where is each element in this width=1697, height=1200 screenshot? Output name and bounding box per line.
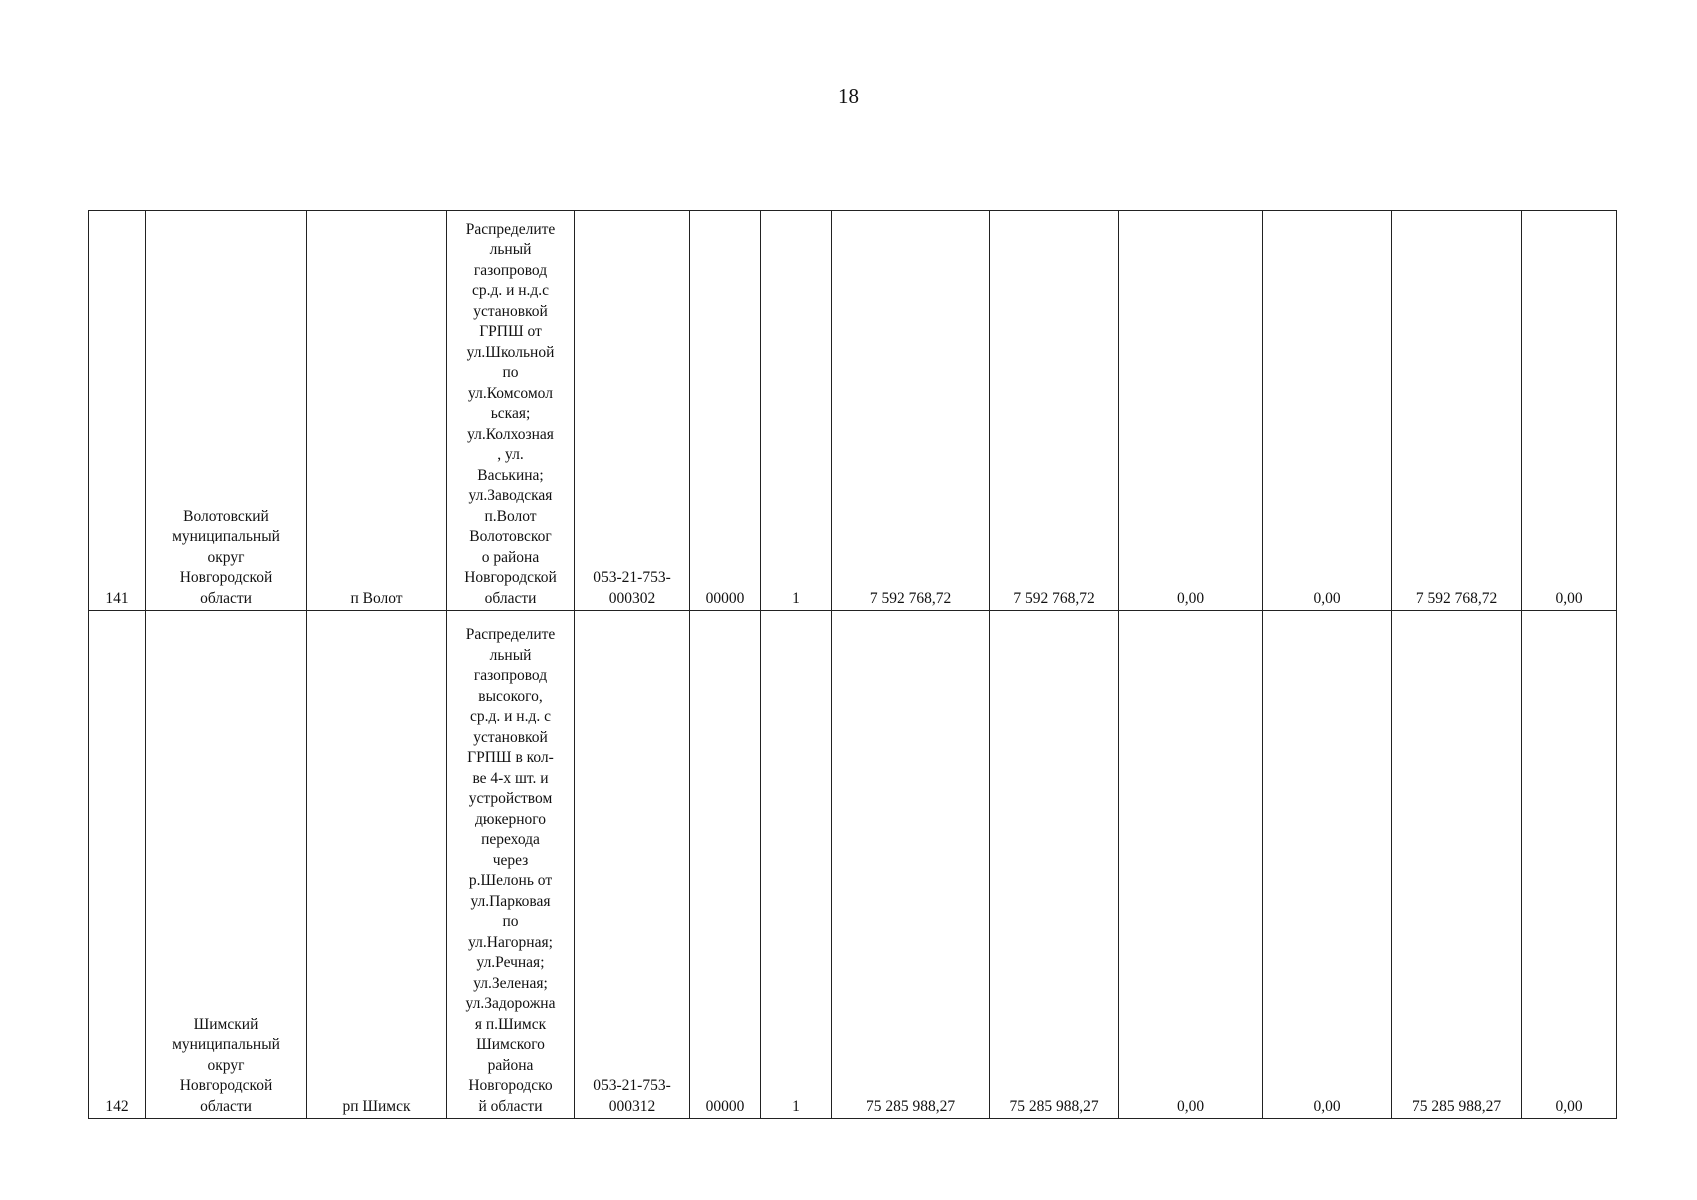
amount-cell: 0,00 — [1119, 211, 1263, 611]
settlement-cell: п Волот — [307, 211, 447, 611]
table-row — [89, 611, 1617, 1119]
row-number: 142 — [89, 611, 146, 1119]
amount-cell: 75 285 988,27 — [990, 611, 1119, 1119]
code-cell: 00000 — [690, 611, 761, 1119]
data-table — [88, 210, 1617, 1119]
amount-cell: 0,00 — [1263, 211, 1392, 611]
table-row — [89, 211, 1617, 611]
quantity-cell: 1 — [761, 611, 832, 1119]
municipality-cell: Шимский муниципальный округ Новгородской области — [146, 611, 307, 1119]
amount-cell: 0,00 — [1119, 611, 1263, 1119]
quantity-cell: 1 — [761, 211, 832, 611]
amount-cell: 7 592 768,72 — [990, 211, 1119, 611]
municipality-cell: Волотовский муниципальный округ Новгородской области — [146, 211, 307, 611]
amount-cell: 75 285 988,27 — [832, 611, 990, 1119]
object-code-cell: 053-21-753- 000302 — [575, 211, 690, 611]
object-description-cell: Распределите льный газопровод высокого, ср.д. и н.д. с установкой ГРПШ в кол- ве 4-х шт. и устройством дюкерного перехода через р.Шелонь от ул.Парковая по ул.Нагорная; ул.Речная; ул.Зеленая; ул.Задорожна я п.Шимск Шимского района Новгородско й области — [447, 611, 575, 1119]
object-code-cell: 053-21-753- 000312 — [575, 611, 690, 1119]
page-number: 18 — [838, 84, 859, 108]
amount-cell: 0,00 — [1522, 211, 1617, 611]
amount-cell: 75 285 988,27 — [1392, 611, 1522, 1119]
amount-cell: 7 592 768,72 — [832, 211, 990, 611]
row-number: 141 — [89, 211, 146, 611]
object-description-cell: Распределите льный газопровод ср.д. и н.д.с установкой ГРПШ от ул.Школьной по ул.Комсомол ьская; ул.Колхозная , ул. Васькина; ул.Заводская п.Волот Волотовског о района Новгородской области — [447, 211, 575, 611]
amount-cell: 0,00 — [1263, 611, 1392, 1119]
settlement-cell: рп Шимск — [307, 611, 447, 1119]
code-cell: 00000 — [690, 211, 761, 611]
amount-cell: 0,00 — [1522, 611, 1617, 1119]
amount-cell: 7 592 768,72 — [1392, 211, 1522, 611]
